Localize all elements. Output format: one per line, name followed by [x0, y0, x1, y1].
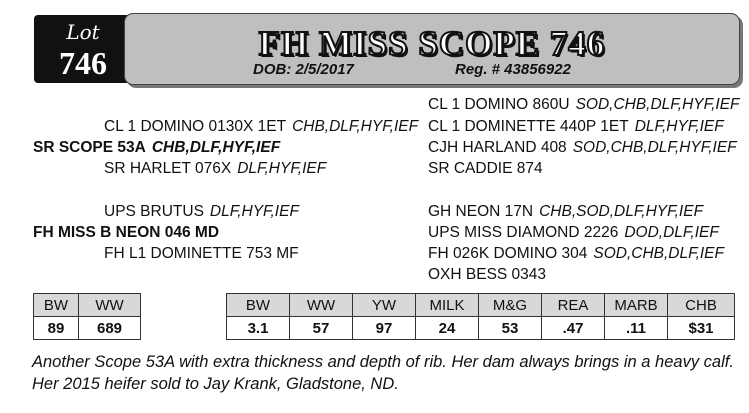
actuals-value: 89 — [34, 317, 79, 340]
epd-header: YW — [353, 294, 416, 317]
pedigree-ds-sire: GH NEON 17N CHB,SOD,DLF,HYF,IEF — [428, 203, 704, 220]
epd-value: 3.1 — [227, 317, 290, 340]
pedigree-sire-sire: CL 1 DOMINO 0130X 1ET CHB,DLF,HYF,IEF — [104, 118, 419, 135]
epd-value: 97 — [353, 317, 416, 340]
epd-header: MILK — [416, 294, 479, 317]
pedigree-ss-sire: CL 1 DOMINO 860U SOD,CHB,DLF,HYF,IEF — [428, 96, 740, 113]
actuals-header: BW — [34, 294, 79, 317]
lot-label: Lot — [66, 20, 100, 44]
epd-value: 24 — [416, 317, 479, 340]
title-banner — [124, 13, 740, 85]
epd-value: $31 — [668, 317, 735, 340]
epd-header: M&G — [479, 294, 542, 317]
actuals-value: 689 — [79, 317, 141, 340]
dob: DOB: 2/5/2017 — [253, 61, 354, 78]
epd-value: .47 — [542, 317, 605, 340]
lot-number: 746 — [59, 45, 107, 81]
pedigree-sd-dam: SR CADDIE 874 — [428, 160, 543, 177]
pedigree-dd-sire: FH 026K DOMINO 304 SOD,CHB,DLF,IEF — [428, 245, 724, 262]
registration-number: Reg. # 43856922 — [455, 61, 571, 78]
pedigree-sire: SR SCOPE 53A CHB,DLF,HYF,IEF — [33, 139, 281, 156]
epd-header: CHB — [668, 294, 735, 317]
pedigree-ds-dam: UPS MISS DIAMOND 2226 DOD,DLF,IEF — [428, 224, 719, 241]
epd-header: BW — [227, 294, 290, 317]
pedigree-dam-dam: FH L1 DOMINETTE 753 MF — [104, 245, 299, 262]
epd-header: MARB — [605, 294, 668, 317]
epd-table — [226, 293, 735, 340]
pedigree-dd-dam: OXH BESS 0343 — [428, 266, 547, 283]
lot-badge — [34, 15, 132, 83]
epd-value: .11 — [605, 317, 668, 340]
epd-value: 53 — [479, 317, 542, 340]
pedigree-dam: FH MISS B NEON 046 MD — [33, 224, 220, 241]
epd-header: REA — [542, 294, 605, 317]
pedigree-sd-sire: CJH HARLAND 408 SOD,CHB,DLF,HYF,IEF — [428, 139, 737, 156]
animal-name: FH MISS SCOPE 746 — [258, 24, 606, 63]
actuals-table — [33, 293, 141, 340]
actuals-header: WW — [79, 294, 141, 317]
pedigree-dam-sire: UPS BRUTUS DLF,HYF,IEF — [104, 203, 299, 220]
comment-text: Another Scope 53A with extra thickness and depth of rib. Her dam always brings in a heavy calf. Her 2015 heifer sold to Jay Krank, Gladstone, ND. — [32, 353, 734, 393]
epd-value: 57 — [290, 317, 353, 340]
pedigree-ss-dam: CL 1 DOMINETTE 440P 1ET DLF,HYF,IEF — [428, 118, 724, 135]
pedigree-sire-dam: SR HARLET 076X DLF,HYF,IEF — [104, 160, 327, 177]
epd-header: WW — [290, 294, 353, 317]
